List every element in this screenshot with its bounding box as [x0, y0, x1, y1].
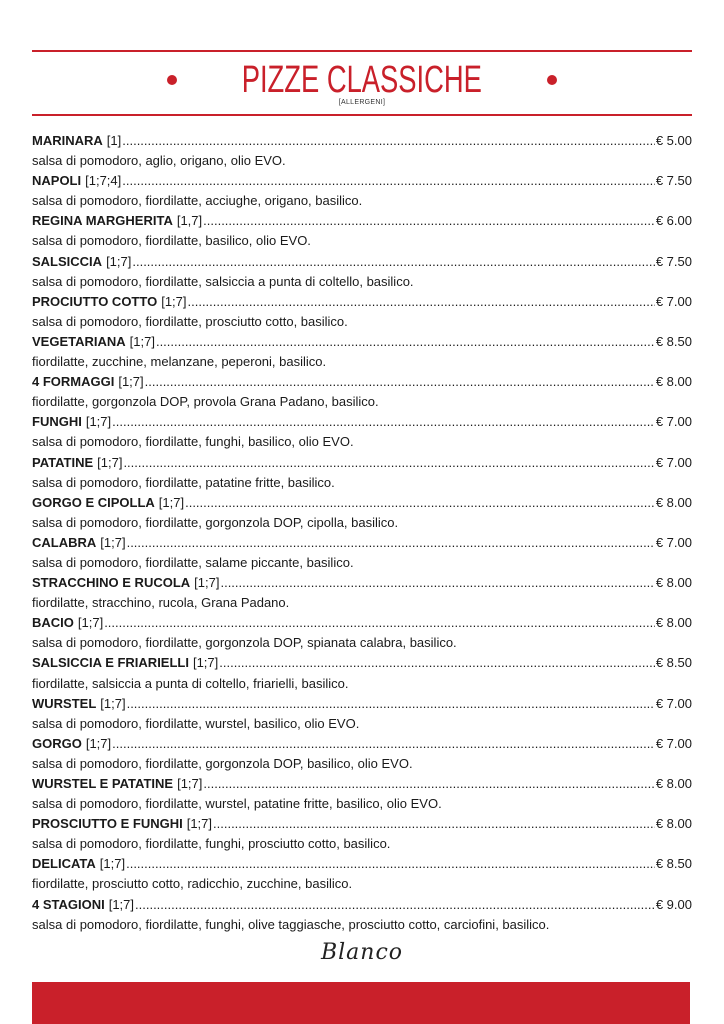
dot-leader [126, 854, 655, 874]
dot-leader [203, 211, 655, 231]
item-price: € 8.00 [655, 816, 692, 832]
item-description: salsa di pomodoro, fiordilatte, gorgonzola DOP, basilico, olio EVO. [32, 755, 413, 771]
bottom-rule [32, 114, 692, 116]
item-description: salsa di pomodoro, fiordilatte, basilico, olio EVO. [32, 233, 311, 249]
item-name: PROSCIUTTO E FUNGHI [32, 816, 183, 832]
item-allergens: [1;7] [77, 615, 104, 631]
menu-item [32, 854, 692, 874]
item-allergens: [1;7] [108, 896, 135, 912]
dot-leader [145, 372, 655, 392]
item-description: salsa di pomodoro, fiordilatte, gorgonzola DOP, spianata calabra, basilico. [32, 635, 457, 651]
item-name: GORGO [32, 735, 82, 751]
dot-leader [188, 292, 655, 312]
item-name: SALSICCIA E FRIARIELLI [32, 655, 189, 671]
dot-leader [104, 613, 655, 633]
item-price: € 5.00 [655, 133, 692, 148]
menu-item [32, 734, 692, 754]
item-price: € 8.50 [655, 856, 692, 872]
item-price: € 8.00 [655, 575, 692, 591]
dot-leader [122, 131, 655, 151]
item-allergens: [1;7] [99, 856, 126, 872]
item-description: salsa di pomodoro, fiordilatte, patatine fritte, basilico. [32, 474, 335, 490]
item-allergens: [1;7] [129, 333, 155, 349]
item-allergens: [1;7] [192, 655, 219, 671]
item-name: CALABRA [32, 534, 97, 550]
item-description: salsa di pomodoro, fiordilatte, gorgonzola DOP, cipolla, basilico. [32, 514, 399, 530]
item-name: DELICATA [32, 856, 96, 872]
item-allergens: [1;7] [100, 534, 126, 550]
item-allergens: [1;7] [97, 454, 123, 470]
item-description: salsa di pomodoro, fiordilatte, wurstel, basilico, olio EVO. [32, 715, 360, 731]
item-allergens: [1;7;4] [85, 173, 122, 189]
item-name: GORGO E CIPOLLA [32, 494, 155, 510]
item-description: fiordilatte, zucchine, melanzane, peperoni, basilico. [32, 354, 327, 370]
menu-item [32, 171, 692, 191]
menu-item [32, 412, 692, 432]
top-rule [32, 50, 692, 52]
menu-item [32, 453, 692, 473]
dot-leader [219, 653, 655, 673]
item-name: REGINA MARGHERITA [32, 213, 173, 229]
dot-leader [132, 252, 654, 272]
menu-item [32, 493, 692, 513]
item-price: € 8.00 [655, 374, 692, 390]
dot-leader [213, 814, 655, 834]
menu-item [32, 774, 692, 794]
item-name: MARINARA [32, 133, 103, 148]
dot-leader [123, 453, 654, 473]
item-price: € 8.00 [655, 494, 692, 510]
menu-item [32, 613, 692, 633]
footer-band [32, 982, 690, 1024]
menu-item [32, 372, 692, 392]
item-name: STRACCHINO E RUCOLA [32, 575, 191, 591]
menu-item [32, 211, 692, 231]
menu-item [32, 895, 692, 915]
title-row [0, 58, 724, 102]
menu-item [32, 573, 692, 593]
dot-leader [135, 895, 655, 915]
item-name: FUNGHI [32, 414, 82, 430]
item-price: € 7.00 [655, 293, 692, 309]
item-price: € 8.50 [655, 655, 692, 671]
item-price: € 8.00 [655, 615, 692, 631]
item-name: 4 STAGIONI [32, 896, 105, 912]
brand-signature: Blanco [320, 940, 404, 965]
menu-item [32, 653, 692, 673]
item-description: fiordilatte, prosciutto cotto, radicchio, zucchine, basilico. [32, 876, 353, 892]
item-description: fiordilatte, stracchino, rucola, Grana Padano. [32, 595, 290, 611]
item-price: € 7.00 [655, 414, 692, 430]
dot-leader [185, 493, 655, 513]
dot-leader [122, 171, 655, 191]
item-price: € 9.00 [655, 896, 692, 912]
item-allergens: [1,7] [176, 213, 203, 229]
dot-leader [156, 332, 655, 352]
item-description: salsa di pomodoro, fiordilatte, salsiccia a punta di coltello, basilico. [32, 273, 414, 289]
item-price: € 7.00 [655, 534, 692, 550]
item-allergens: [1;7] [85, 414, 112, 430]
pizza-menu-list [32, 131, 692, 935]
dot-leader [127, 694, 655, 714]
dot-leader [127, 533, 655, 553]
item-allergens: [1;7] [118, 374, 144, 390]
dot-leader [112, 734, 655, 754]
item-name: PROCIUTTO COTTO [32, 293, 158, 309]
item-allergens: [1;7] [194, 575, 220, 591]
menu-item [32, 252, 692, 272]
item-allergens: [1;7] [85, 735, 112, 751]
item-description: salsa di pomodoro, fiordilatte, acciughe, origano, basilico. [32, 193, 363, 209]
item-description: salsa di pomodoro, fiordilatte, funghi, olive taggiasche, prosciutto cotto, carciofini, basilico. [32, 916, 550, 932]
item-allergens: [1;7] [106, 253, 132, 269]
dot-leader [112, 412, 655, 432]
item-name: SALSICCIA [32, 253, 103, 269]
menu-item [32, 332, 692, 352]
item-name: PATATINE [32, 454, 94, 470]
menu-item [32, 292, 692, 312]
item-description: salsa di pomodoro, fiordilatte, funghi, prosciutto cotto, basilico. [32, 836, 391, 852]
item-name: BACIO [32, 615, 74, 631]
menu-item [32, 533, 692, 553]
item-description: salsa di pomodoro, fiordilatte, wurstel, patatine fritte, basilico, olio EVO. [32, 796, 442, 812]
item-price: € 7.00 [655, 735, 692, 751]
item-price: € 7.00 [655, 454, 692, 470]
item-name: 4 FORMAGGI [32, 374, 115, 390]
item-name: NAPOLI [32, 173, 82, 189]
item-allergens: [1;7] [158, 494, 185, 510]
item-description: salsa di pomodoro, fiordilatte, prosciutto cotto, basilico. [32, 313, 348, 329]
menu-item [32, 694, 692, 714]
bullet-dot-icon [547, 75, 557, 85]
item-description: salsa di pomodoro, fiordilatte, salame piccante, basilico. [32, 554, 354, 570]
menu-item [32, 814, 692, 834]
item-allergens: [1;7] [161, 293, 187, 309]
item-description: fiordilatte, salsiccia a punta di coltello, friarielli, basilico. [32, 675, 349, 691]
dot-leader [203, 774, 654, 794]
item-allergens: [1;7] [177, 776, 203, 791]
item-name: WURSTEL [32, 695, 97, 711]
item-description: fiordilatte, gorgonzola DOP, provola Grana Padano, basilico. [32, 394, 379, 410]
dot-leader [220, 573, 654, 593]
menu-header [0, 58, 724, 106]
item-price: € 6.00 [655, 213, 692, 229]
item-allergens: [1] [106, 133, 122, 148]
allergens-legend: [ALLERGENI] [338, 99, 386, 106]
menu-item [32, 131, 692, 151]
item-allergens: [1;7] [186, 816, 213, 832]
item-description: salsa di pomodoro, aglio, origano, olio EVO. [32, 153, 286, 169]
item-name: VEGETARIANA [32, 333, 126, 349]
page-title: PIZZE CLASSICHE [241, 59, 483, 101]
item-allergens: [1;7] [100, 695, 126, 711]
item-price: € 8.50 [655, 333, 692, 349]
item-price: € 7.00 [655, 695, 692, 711]
item-price: € 8.00 [655, 776, 692, 791]
item-description: salsa di pomodoro, fiordilatte, funghi, basilico, olio EVO. [32, 434, 354, 450]
item-price: € 7.50 [655, 253, 692, 269]
item-name: WURSTEL E PATATINE [32, 776, 174, 791]
bullet-dot-icon [167, 75, 177, 85]
item-price: € 7.50 [655, 173, 692, 189]
